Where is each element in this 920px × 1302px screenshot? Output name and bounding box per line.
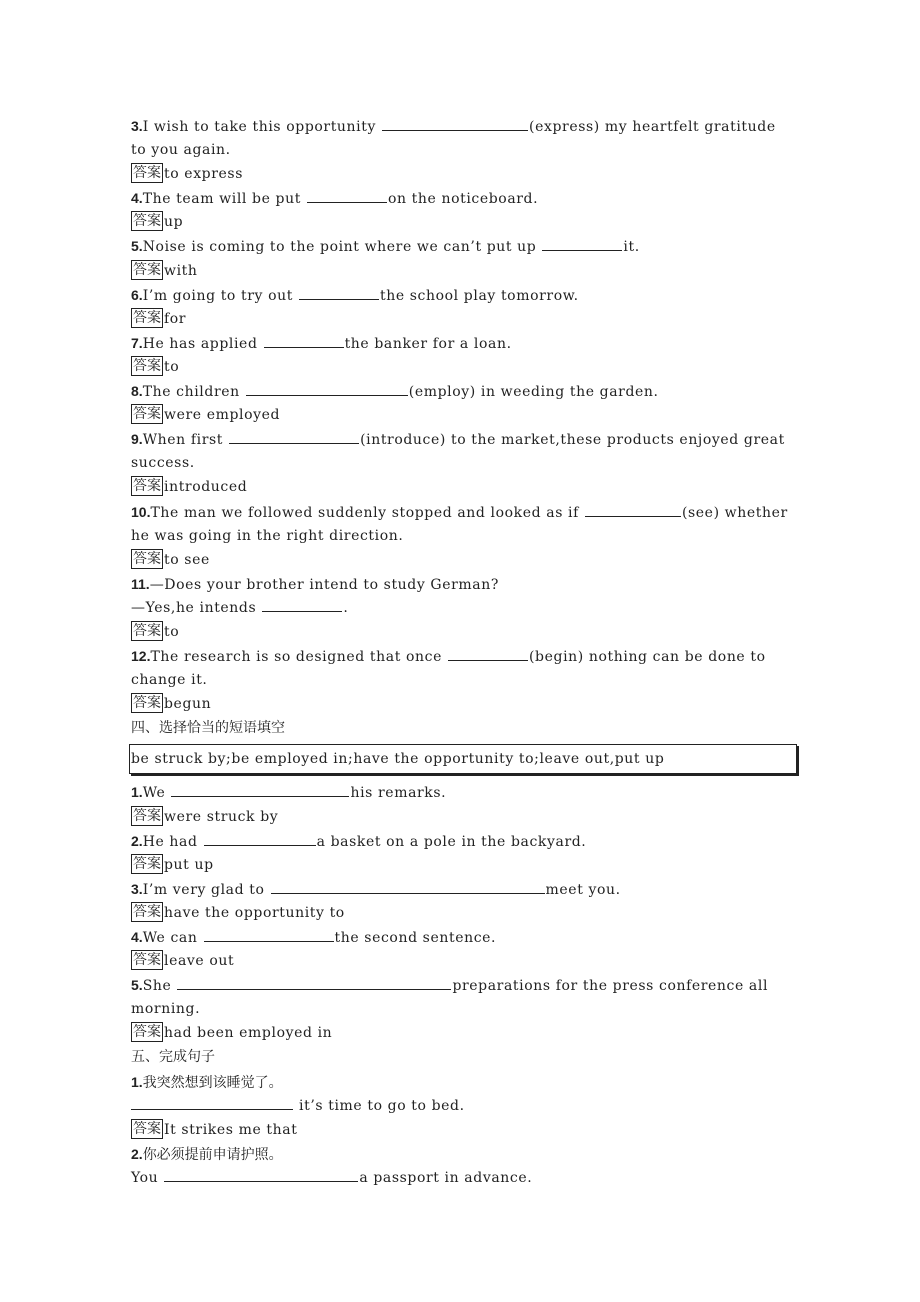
answer-label: 答案 bbox=[133, 261, 161, 278]
s5-question-2-english bbox=[131, 1166, 791, 1190]
question-number: 4. bbox=[131, 929, 143, 945]
question-10 bbox=[131, 500, 791, 524]
answer-label: 答案 bbox=[133, 1120, 161, 1137]
question-text: his remarks. bbox=[350, 785, 447, 802]
question-number: 10. bbox=[131, 503, 151, 520]
answer-blank bbox=[264, 332, 344, 348]
answer-label: 答案 bbox=[133, 695, 161, 712]
answer-blank bbox=[204, 830, 316, 846]
question-text: . bbox=[343, 599, 349, 616]
question-text: a basket on a pole in the backyard. bbox=[316, 833, 587, 850]
phrase-box: be struck by;be employed in;have the opportunity to;leave out,put up bbox=[129, 744, 797, 774]
question-11-reply bbox=[131, 596, 791, 620]
s4-question-5-continued: morning. bbox=[131, 1001, 201, 1018]
question-number: 7. bbox=[131, 334, 143, 351]
answer-label: 答案 bbox=[133, 406, 161, 423]
question-7 bbox=[131, 331, 791, 355]
question-6 bbox=[131, 283, 791, 307]
question-number: 6. bbox=[131, 286, 143, 303]
answer-row bbox=[131, 403, 791, 427]
answer-text: with bbox=[164, 262, 198, 279]
question-text: (see) whether bbox=[681, 504, 788, 521]
s5-question-1-english bbox=[131, 1094, 791, 1118]
answer-label: 答案 bbox=[133, 309, 161, 326]
section-4-heading: 四、选择恰当的短语填空 bbox=[131, 720, 285, 737]
question-text: (introduce) to the market,these products enjoyed great bbox=[360, 432, 785, 449]
question-text: I wish to take this opportunity bbox=[142, 119, 382, 135]
question-text: meet you. bbox=[545, 881, 621, 898]
answer-row bbox=[131, 210, 791, 234]
question-number: 8. bbox=[131, 383, 143, 400]
answer-row bbox=[131, 548, 791, 572]
answer-label: 答案 bbox=[133, 952, 161, 969]
question-10-continued: he was going in the right direction. bbox=[131, 527, 404, 544]
answer-blank bbox=[299, 284, 379, 300]
question-text-chinese: 我突然想到该睡觉了。 bbox=[142, 1074, 283, 1091]
s4-question-1 bbox=[131, 780, 791, 804]
question-number: 11. bbox=[131, 575, 150, 592]
answer-text: It strikes me that bbox=[164, 1121, 298, 1138]
question-8 bbox=[131, 379, 791, 403]
answer-text: for bbox=[164, 310, 187, 327]
question-text: We can bbox=[142, 930, 203, 946]
question-5 bbox=[131, 234, 791, 258]
answer-text: to bbox=[164, 358, 180, 375]
question-text: —Yes,he intends bbox=[131, 599, 262, 616]
question-3 bbox=[131, 114, 791, 138]
answer-blank bbox=[177, 974, 451, 990]
answer-label: 答案 bbox=[133, 807, 161, 824]
answer-blank bbox=[131, 1094, 293, 1110]
question-text: She bbox=[142, 978, 177, 995]
answer-blank bbox=[164, 1166, 358, 1182]
answer-text: put up bbox=[164, 856, 214, 873]
question-number: 5. bbox=[131, 977, 143, 994]
question-9-continued: success. bbox=[131, 455, 195, 472]
answer-blank bbox=[271, 878, 545, 894]
answer-blank bbox=[542, 235, 622, 251]
question-number: 3. bbox=[131, 880, 143, 897]
section-5-heading: 五、完成句子 bbox=[131, 1049, 215, 1066]
answer-row bbox=[131, 901, 791, 925]
answer-text: have the opportunity to bbox=[164, 904, 345, 921]
answer-blank bbox=[246, 380, 408, 396]
question-text: a passport in advance. bbox=[359, 1169, 533, 1186]
question-number: 4. bbox=[131, 190, 143, 207]
s5-question-2 bbox=[131, 1142, 791, 1166]
answer-label: 答案 bbox=[133, 855, 161, 872]
question-text: The children bbox=[142, 384, 245, 401]
answer-row bbox=[131, 355, 791, 379]
question-text: (begin) nothing can be done to bbox=[529, 649, 766, 666]
answer-text: up bbox=[164, 214, 184, 231]
question-text: The man we followed suddenly stopped and looked as if bbox=[150, 504, 584, 521]
question-text: He had bbox=[142, 833, 203, 850]
question-number: 2. bbox=[131, 832, 143, 849]
answer-label: 答案 bbox=[133, 213, 161, 230]
question-text: on the noticeboard. bbox=[387, 191, 539, 208]
s5-question-1 bbox=[131, 1070, 791, 1094]
question-11 bbox=[131, 572, 791, 596]
question-text: the second sentence. bbox=[334, 930, 497, 946]
answer-text: begun bbox=[164, 696, 212, 713]
question-text: preparations for the press conference all bbox=[452, 978, 769, 995]
s4-question-2 bbox=[131, 829, 791, 853]
answer-row bbox=[131, 853, 791, 877]
answer-row bbox=[131, 692, 791, 716]
answer-text: leave out bbox=[164, 953, 235, 970]
answer-label: 答案 bbox=[133, 478, 161, 495]
question-text: the banker for a loan. bbox=[344, 335, 512, 352]
answer-text: had been employed in bbox=[164, 1025, 333, 1042]
answer-text: were employed bbox=[164, 407, 281, 424]
answer-blank bbox=[307, 187, 387, 203]
answer-row bbox=[131, 307, 791, 331]
question-number: 3. bbox=[131, 118, 143, 134]
question-text: The team will be put bbox=[142, 191, 306, 208]
question-text: the school play tomorrow. bbox=[380, 287, 579, 304]
question-text: I’m going to try out bbox=[142, 287, 298, 304]
question-number: 1. bbox=[131, 1073, 143, 1090]
answer-label: 答案 bbox=[133, 622, 161, 639]
answer-text: to see bbox=[164, 551, 210, 568]
s4-question-3 bbox=[131, 877, 791, 901]
question-text: (express) my heartfelt gratitude bbox=[529, 119, 776, 135]
question-text: (employ) in weeding the garden. bbox=[408, 384, 659, 401]
question-text: it’s time to go to bed. bbox=[294, 1097, 465, 1114]
exercise-page bbox=[131, 114, 791, 1190]
answer-blank bbox=[204, 926, 334, 942]
answer-text: to express bbox=[164, 166, 243, 183]
answer-blank bbox=[229, 428, 359, 444]
question-text: You bbox=[131, 1169, 164, 1186]
question-4 bbox=[131, 186, 791, 210]
question-text: The research is so designed that once bbox=[150, 649, 447, 666]
question-number: 1. bbox=[131, 784, 143, 801]
answer-blank bbox=[448, 645, 528, 661]
question-number: 9. bbox=[131, 431, 143, 448]
question-text: —Does your brother intend to study German? bbox=[149, 576, 499, 593]
question-number: 2. bbox=[131, 1145, 143, 1162]
question-9 bbox=[131, 427, 791, 451]
question-3-continued: to you again. bbox=[131, 142, 231, 159]
answer-text: introduced bbox=[164, 479, 248, 496]
answer-label: 答案 bbox=[133, 1024, 161, 1041]
s4-question-5 bbox=[131, 973, 791, 997]
answer-label: 答案 bbox=[133, 550, 161, 567]
answer-row bbox=[131, 162, 791, 186]
s4-question-4 bbox=[131, 925, 791, 949]
answer-blank bbox=[585, 501, 681, 517]
question-text: He has applied bbox=[142, 335, 263, 352]
question-number: 12. bbox=[131, 648, 151, 665]
question-text: it. bbox=[623, 239, 640, 256]
question-text-chinese: 你必须提前申请护照。 bbox=[142, 1146, 283, 1163]
answer-label: 答案 bbox=[133, 357, 161, 374]
answer-row bbox=[131, 259, 791, 283]
answer-row bbox=[131, 475, 791, 499]
answer-row bbox=[131, 1118, 791, 1142]
answer-label: 答案 bbox=[133, 165, 161, 182]
answer-text: to bbox=[164, 623, 180, 640]
answer-label: 答案 bbox=[133, 903, 161, 920]
question-12 bbox=[131, 644, 791, 668]
answer-text: were struck by bbox=[164, 808, 279, 825]
question-text: I’m very glad to bbox=[142, 881, 270, 898]
answer-row bbox=[131, 805, 791, 829]
answer-row bbox=[131, 949, 791, 973]
answer-blank bbox=[382, 115, 528, 131]
question-text: When first bbox=[142, 432, 229, 449]
question-number: 5. bbox=[131, 238, 143, 255]
answer-row bbox=[131, 620, 791, 644]
question-text: We bbox=[142, 785, 171, 802]
answer-row bbox=[131, 1021, 791, 1045]
question-12-continued: change it. bbox=[131, 672, 208, 689]
answer-blank bbox=[262, 596, 342, 612]
answer-blank bbox=[171, 781, 349, 797]
question-text: Noise is coming to the point where we can’t put up bbox=[142, 239, 542, 256]
